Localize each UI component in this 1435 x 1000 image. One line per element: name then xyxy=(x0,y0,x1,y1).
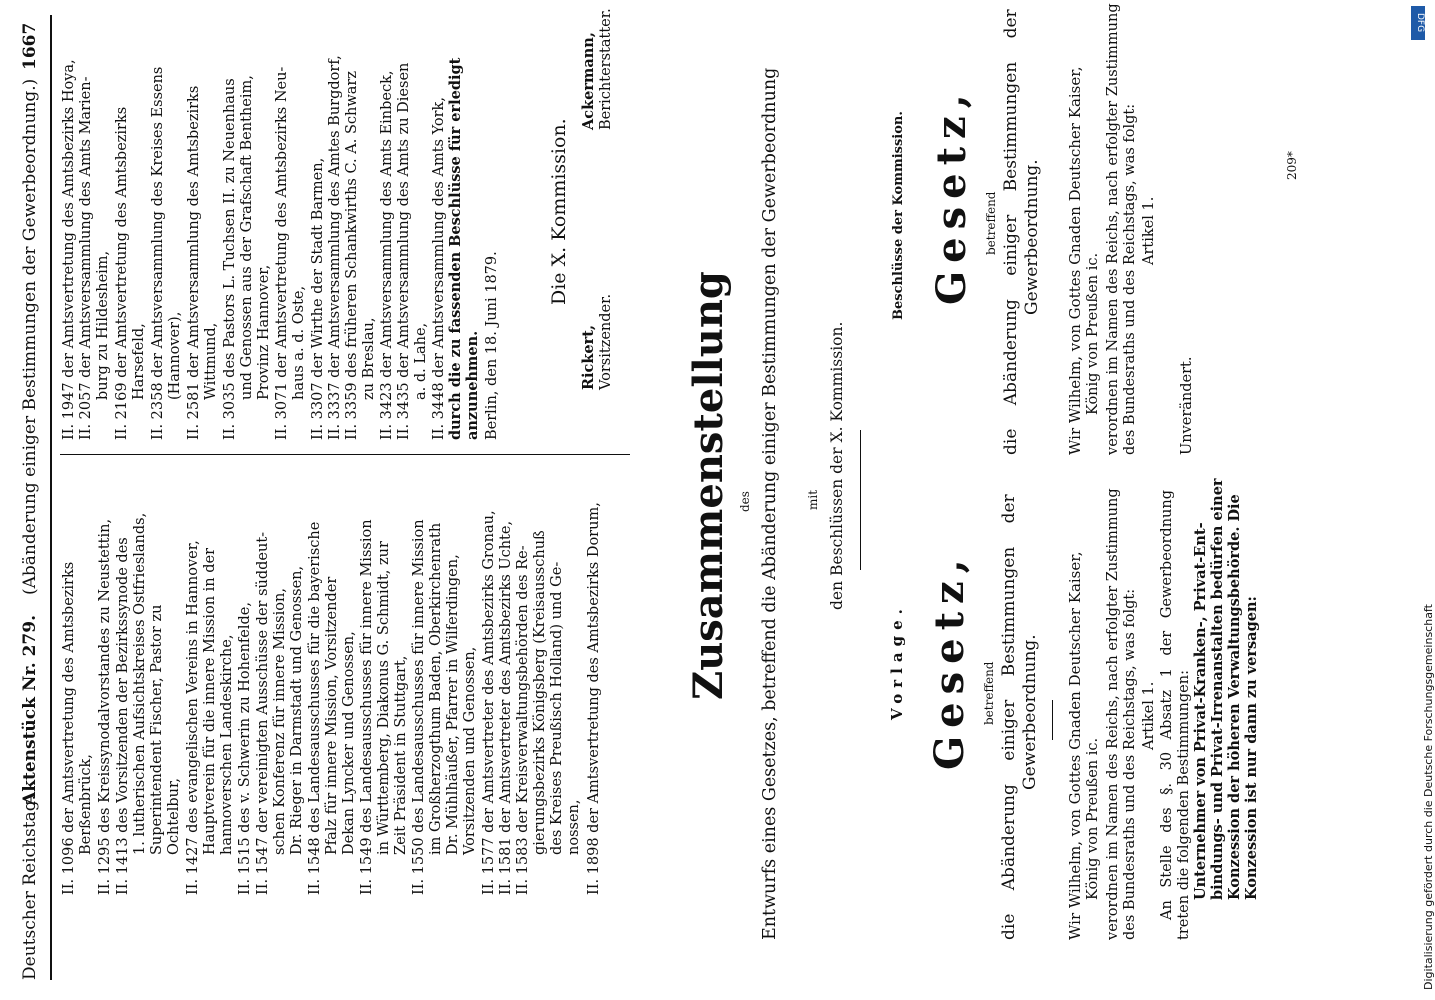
list-line: II. 1577 der Amtsvertreter des Amtsbezirks Gronau, xyxy=(481,510,497,895)
title-mit: mit xyxy=(806,489,820,510)
vorlage-t2: treten die folgenden Bestimmungen: xyxy=(1176,670,1192,940)
vorlage-betreffend: betreffend xyxy=(982,661,996,725)
list-line: a. d. Lahe, xyxy=(413,322,429,400)
list-line: II. 2057 der Amtsversammlung des Amts Marien- xyxy=(78,76,94,440)
beschluss-subject-1: die Abänderung einiger Bestimmungen der xyxy=(1001,9,1021,455)
list-line: II. 1096 der Amtsvertretung des Amtsbezirks xyxy=(61,561,77,895)
list-line: des Kreises Preußisch Holland) und Ge- xyxy=(549,561,565,855)
vorlage-t6: Konzession ist nur dann zu versagen: xyxy=(1243,596,1260,900)
beschluss-p2: König von Preußen ic. xyxy=(1085,252,1101,415)
column-left xyxy=(62,475,632,895)
list-line: II. 3423 der Amtsversammlung des Amts Einbeck, xyxy=(379,70,395,440)
list-line: Pfalz für innere Mission, Vorsitzender xyxy=(324,576,340,855)
list-line: Superintendent Fischer, Pastor zu xyxy=(149,604,165,855)
beschluss-gesetz: Gesetz, xyxy=(928,86,975,305)
list-line: Vorsitzenden und Genossen, xyxy=(462,646,478,855)
journal-title: Deutscher Reichstag. xyxy=(20,795,40,980)
list-line: durch die zu fassenden Beschlüsse für erledigt xyxy=(447,57,464,440)
vorlage-heading: Vorlage. xyxy=(888,603,906,720)
item-number: Aktenstück Nr. 279. xyxy=(20,614,40,805)
vorlage-t5: Konzession der höheren Verwaltungsbehörde. Die xyxy=(1226,494,1243,900)
list-line: schen Konferenz für innere Mission, xyxy=(272,588,288,855)
list-line: II. 3448 der Amtsversammlung des Amts York, xyxy=(431,97,447,440)
title-divider xyxy=(860,430,861,570)
title-des: des xyxy=(738,491,752,512)
list-line: anzunehmen. xyxy=(464,330,481,440)
list-line: Berßenbrück, xyxy=(78,754,94,855)
list-line: Wittmund, xyxy=(203,322,219,400)
vorlage-column xyxy=(870,478,1300,940)
title-line-1: Entwurfs eines Gesetzes, betreffend die Abänderung einiger Bestimmungen der Gewerbeordnung xyxy=(760,67,780,940)
list-line: II. 3435 der Amtsversammlung des Amts zu Diesen xyxy=(396,62,412,440)
list-line: II. 1295 des Kreissynodalvorstandes zu Neustettin, xyxy=(97,518,113,895)
list-line: Ochtelbur, xyxy=(166,778,182,855)
vorlage-subject-2: Gewerbeordnung. xyxy=(1020,634,1040,790)
funding-text: Digitalisierung gefördert durch die Deutsche Forschungsgemeinschaft xyxy=(1422,604,1435,990)
list-line: II. 1550 des Landesausschusses für innere Mission xyxy=(411,519,427,895)
list-line: II. 1427 des evangelischen Vereins in Hannover, xyxy=(185,540,201,895)
vorlage-t1: An Stelle des §. 30 Absatz 1 der Gewerbeordnung xyxy=(1159,489,1175,920)
vorlage-p2: König von Preußen ic. xyxy=(1085,737,1101,900)
dfg-logo: DFG xyxy=(1411,6,1425,40)
page-header xyxy=(18,15,44,980)
commission-title: Die X. Kommission. xyxy=(548,118,570,305)
vorlage-t3: Unternehmer von Privat-Kranken-, Privat-Ent- xyxy=(1192,522,1209,900)
beschluss-column xyxy=(870,3,1200,455)
list-line: II. 2358 der Amtsversammlung des Kreises Essens xyxy=(150,66,166,440)
list-line: Dr. Rieger in Darmstadt und Genossen, xyxy=(289,565,305,855)
list-line: nossen, xyxy=(566,799,582,855)
page-number: 1667 xyxy=(20,22,40,70)
list-line: zu Breslau, xyxy=(361,317,377,400)
list-line: Provinz Hannover, xyxy=(256,264,272,400)
beschluss-p1: Wir Wilhelm, von Gottes Gnaden Deutscher Kaiser, xyxy=(1066,66,1084,455)
vorlage-p4: des Bundesraths und des Reichstags, was folgt: xyxy=(1122,588,1138,940)
vorlage-t4: bindungs- und Privat-Irrenanstalten bedürfen einer xyxy=(1209,478,1226,900)
list-line: im Großherzogthum Baden, Oberkirchenrath xyxy=(428,522,444,855)
document-title: Zusammenstellung xyxy=(685,271,732,700)
list-line: Zeit Präsident in Stuttgart, xyxy=(393,655,409,855)
chair-role: Vorsitzender. xyxy=(598,293,614,390)
beschluss-artikel: Artikel 1. xyxy=(1141,196,1157,265)
column-right xyxy=(62,15,502,440)
beschluss-p4: des Bundesraths und des Reichstags, was folgt: xyxy=(1122,103,1138,455)
vorlage-p1: Wir Wilhelm, von Gottes Gnaden Deutscher Kaiser, xyxy=(1066,551,1084,940)
list-line: II. 3337 der Amtsversammlung des Amtes Burgdorf, xyxy=(327,55,343,440)
list-line: gierungsbezirks Königsberg (Kreisausschuß xyxy=(532,530,548,855)
list-line: II. 1515 des v. Schwerin zu Hohenfelde, xyxy=(237,602,253,895)
list-line: Dekan Lyncker und Genossen, xyxy=(341,631,357,855)
list-line: (Hannover), xyxy=(167,311,183,400)
list-line: haus a. d. Oste, xyxy=(291,285,307,400)
list-line: Dr. Mühlhäußer, Pfarrer in Wilferdingen, xyxy=(445,554,461,855)
reporter-role: Berichterstatter. xyxy=(598,8,614,130)
list-line: burg zu Hildesheim, xyxy=(95,250,111,400)
list-line: II. 1413 des Vorsitzenden der Bezirkssynode des xyxy=(115,537,131,895)
vorlage-divider xyxy=(1052,700,1053,740)
list-line: II. 1549 des Landesausschusses für innere Mission xyxy=(359,519,375,895)
list-line: 1. lutherischen Aufsichtskreises Ostfrieslands, xyxy=(132,512,148,855)
list-line: II. 1947 der Amtsvertretung des Amtsbezirks Hoya, xyxy=(61,59,77,440)
list-line: II. 1581 der Amtsvertreter des Amtsbezirks Uchte, xyxy=(498,520,514,895)
beschluss-unchanged: Unverändert. xyxy=(1179,356,1195,455)
list-line: II. 1583 der Kreisverwaltungsbehörden des Re- xyxy=(515,545,531,895)
reporter-name: Ackermann, xyxy=(580,32,597,130)
list-line: II. 1898 der Amtsvertretung des Amtsbezirks Dorum, xyxy=(586,502,602,895)
beschluss-p3: verordnen im Namen des Reichs, nach erfolgter Zustimmung xyxy=(1105,3,1121,455)
header-rule xyxy=(50,15,52,980)
vorlage-artikel: Artikel 1. xyxy=(1141,681,1157,750)
list-line: II. 3071 der Amtsvertretung des Amtsbezirks Neu- xyxy=(274,66,290,440)
list-line: II. 3359 des früheren Schankwirths C. A. Schwarz xyxy=(344,71,360,440)
list-line: II. 2169 der Amtsvertretung des Amtsbezirks xyxy=(114,106,130,440)
list-line: in Württemberg, Diakonus G. Schmidt, zur xyxy=(376,541,392,855)
title-line-2: den Beschlüssen der X. Kommission. xyxy=(828,321,846,610)
date-line: Berlin, den 18. Juni 1879. xyxy=(484,251,500,440)
signature-mark: 209* xyxy=(1285,151,1299,180)
list-line: und Genossen aus der Grafschaft Bentheim, xyxy=(239,75,255,400)
column-divider xyxy=(60,454,630,455)
vorlage-p3: verordnen im Namen des Reichs, nach erfolgter Zustimmung xyxy=(1105,488,1121,940)
list-line: II. 1548 des Landesausschusses für die bayerische xyxy=(307,521,323,895)
list-line: Hauptverein für die innere Mission in der xyxy=(202,547,218,855)
list-line: II. 3035 des Pastors L. Tuchsen II. zu Neuenhaus xyxy=(222,78,238,440)
list-line: Harsefeld, xyxy=(131,323,147,400)
list-line: hannoverschen Landeskirche, xyxy=(219,634,235,855)
list-line: II. 1547 der vereinigten Ausschüsse der süddeut- xyxy=(255,531,271,895)
beschluss-betreffend: betreffend xyxy=(984,191,998,255)
funding-note xyxy=(1402,6,1435,991)
vorlage-gesetz: Gesetz, xyxy=(926,551,973,770)
chair-name: Rickert, xyxy=(580,324,597,390)
list-line: II. 3307 der Wirthe der Stadt Barmen, xyxy=(310,157,326,440)
beschluss-subject-2: Gewerbeordnung. xyxy=(1022,159,1042,315)
vorlage-subject-1: die Abänderung einiger Bestimmungen der xyxy=(999,494,1019,940)
beschluss-heading: Beschlüsse der Kommission. xyxy=(891,111,906,320)
item-subject: (Abänderung einiger Bestimmungen der Gewerbeordnung.) xyxy=(20,78,40,595)
list-line: II. 2581 der Amtsversammlung des Amtsbezirks xyxy=(186,85,202,440)
